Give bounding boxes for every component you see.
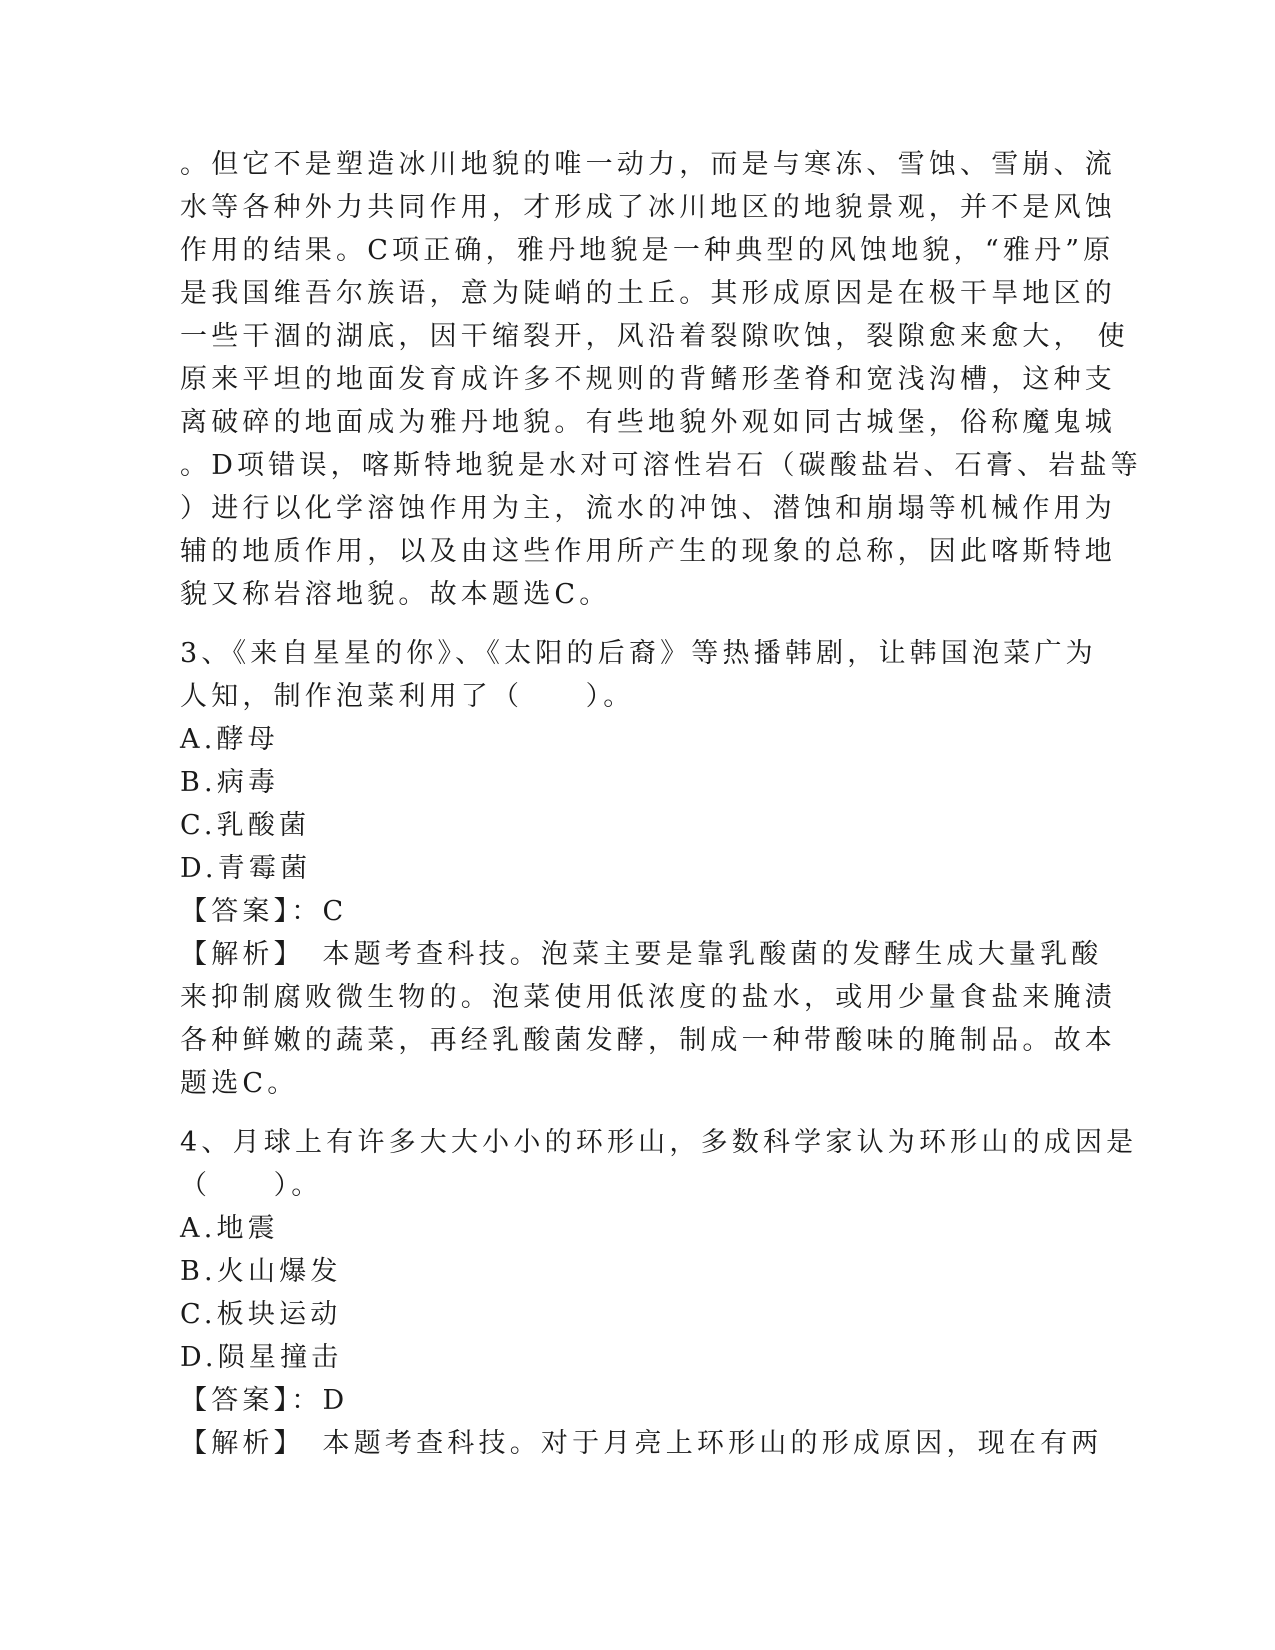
text-line: ）进行以化学溶蚀作用为主，流水的冲蚀、潜蚀和崩塌等机械作用为 [180,493,1116,524]
paragraph-gap [180,616,1080,632]
text-line: 离破碎的地面成为雅丹地貌。有些地貌外观如同古城堡，俗称魔鬼城 [180,407,1116,438]
option-d: D.陨星撞击 [180,1342,343,1373]
text-line: 辅的地质作用，以及由这些作用所产生的现象的总称，因此喀斯特地 [180,536,1116,567]
question-3 [180,632,1116,1105]
intro-paragraph [180,143,1142,616]
option-b: B.病毒 [180,767,280,798]
option-d: D.青霉菌 [180,853,312,884]
answer-line: 【答案】：D [180,1385,349,1416]
text-line: 。D项错误，喀斯特地貌是水对可溶性岩石（碳酸盐岩、石膏、岩盐等 [180,450,1142,481]
text-line: 。但它不是塑造冰川地貌的唯一动力，而是与寒冻、雪蚀、雪崩、流 [180,149,1116,180]
question-4 [180,1121,1138,1465]
option-a: A.酵母 [180,724,279,755]
question-stem: 4、月球上有许多大大小小的环形山，多数科学家认为环形山的成因是 [180,1127,1138,1158]
text-line: 水等各种外力共同作用，才形成了冰川地区的地貌景观，并不是风蚀 [180,192,1116,223]
question-stem: 人知，制作泡菜利用了（ ）。 [180,681,635,712]
text-line: 一些干涸的湖底，因干缩裂开，风沿着裂隙吹蚀，裂隙愈来愈大， 使 [180,321,1129,352]
analysis-line: 各种鲜嫩的蔬菜，再经乳酸菌发酵，制成一种带酸味的腌制品。故本 [180,1025,1116,1056]
document-page [180,143,1142,1465]
text-line: 原来平坦的地面发育成许多不规则的背鳍形垄脊和宽浅沟槽，这种支 [180,364,1116,395]
option-c: C.乳酸菌 [180,810,311,841]
analysis-line: 来抑制腐败微生物的。泡菜使用低浓度的盐水，或用少量食盐来腌渍 [180,982,1116,1013]
text-line: 是我国维吾尔族语，意为陡峭的土丘。其形成原因是在极干旱地区的 [180,278,1116,309]
text-line: 作用的结果。C项正确，雅丹地貌是一种典型的风蚀地貌，“雅丹”原 [180,235,1115,266]
question-stem: （ ）。 [180,1170,323,1201]
option-b: B.火山爆发 [180,1256,342,1287]
analysis-line: 【解析】 本题考查科技。对于月亮上环形山的形成原因，现在有两 [180,1428,1103,1459]
analysis-line: 【解析】 本题考查科技。泡菜主要是靠乳酸菌的发酵生成大量乳酸 [180,939,1103,970]
analysis-line: 题选C。 [180,1068,299,1099]
option-a: A.地震 [180,1213,279,1244]
question-stem: 3、《来自星星的你》、《太阳的后裔》等热播韩剧，让韩国泡菜广为 [180,638,1097,669]
paragraph-gap [180,1105,1080,1121]
answer-line: 【答案】：C [180,896,348,927]
text-line: 貌又称岩溶地貌。故本题选C。 [180,579,611,610]
option-c: C.板块运动 [180,1299,342,1330]
